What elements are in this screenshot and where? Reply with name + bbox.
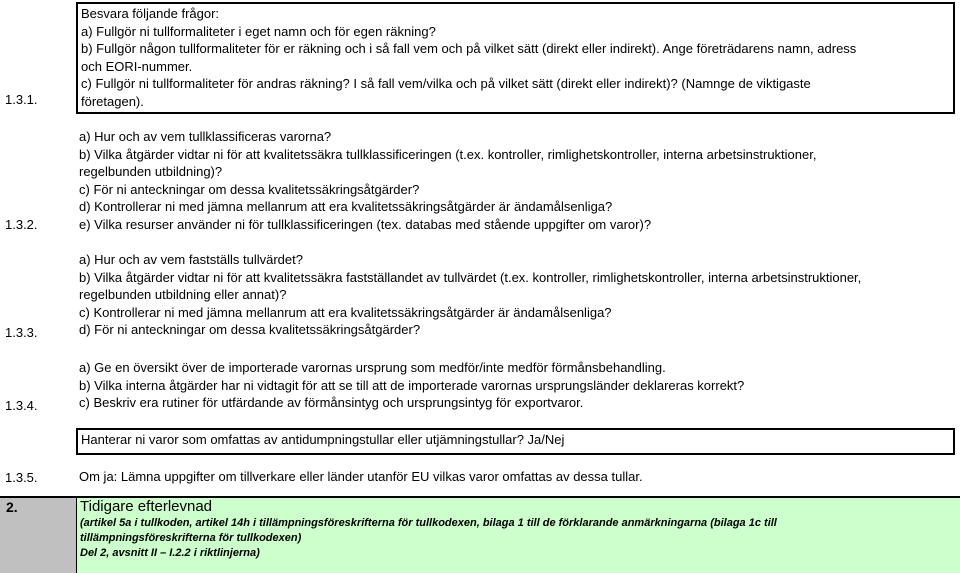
section-1-3-4-line: b) Vilka interna åtgärder har ni vidtagit för att se till att de importerade varornas ursprungsländer deklareras korrekt? xyxy=(79,377,745,393)
section-1-3-2-line: d) Kontrollerar ni med jämna mellanrum att era kvalitetssäkringsåtgärder är ändamålsenliga? xyxy=(79,199,613,215)
section-1-3-1-line: Besvara följande frågor: xyxy=(81,6,220,21)
section-2-title: Tidigare efterlevnad xyxy=(80,498,213,515)
section-1-3-3-line: regelbunden utbildning eller annat)? xyxy=(79,287,287,303)
section-1-3-5-line: Om ja: Lämna uppgifter om tillverkare eller länder utanför EU vilkas varor omfattas av dessa tullar. xyxy=(79,469,643,484)
section-1-3-2-questions xyxy=(79,128,816,234)
section-2-reference-line: tillämpningsföreskrifterna för tullkodexen) xyxy=(80,532,302,544)
section-1-3-1-line: företagen). xyxy=(81,93,144,109)
section-1-3-3-line: b) Vilka åtgärder vidtar ni för att kvalitetssäkra fastställandet av tullvärdet (t.ex. kontroller, rimlighetskontroller, interna arbetsinstruktioner, xyxy=(79,269,862,285)
section-1-3-2-line: b) Vilka åtgärder vidtar ni för att kvalitetssäkra tullklassificeringen (t.ex. kontroller, rimlighetskontroller, interna arbetsinstruktioner, xyxy=(79,146,817,162)
section-1-3-1-questions-box xyxy=(76,2,955,114)
section-1-3-2-line: e) Vilka resurser använder ni för tullklassificeringen (tex. databas med stående uppgifter om varor)? xyxy=(79,216,652,232)
section-2-reference-line: (artikel 5a i tullkoden, artikel 14h i tillämpningsföreskrifterna för tullkodexen, bilaga 1 till de förklarande anmärkningarna (bilaga 1c till xyxy=(80,517,777,529)
section-1-3-5-followup xyxy=(79,468,643,486)
section-1-3-3-line: a) Hur och av vem fastställs tullvärdet? xyxy=(79,252,303,267)
section-1-3-2-line: regelbunden utbildning)? xyxy=(79,164,223,180)
section-number-1-3-1: 1.3.1. xyxy=(5,92,38,107)
section-number-1-3-2: 1.3.2. xyxy=(5,217,38,232)
section-1-3-1-line: a) Fullgör ni tullformaliteter i eget namn och för egen räkning? xyxy=(81,23,436,39)
section-number-1-3-5: 1.3.5. xyxy=(5,470,38,485)
section-1-3-3-line: c) Kontrollerar ni med jämna mellanrum att era kvalitetssäkringsåtgärder är ändamålsenliga? xyxy=(79,304,612,320)
section-1-3-3-line: d) För ni anteckningar om dessa kvalitetssäkringsåtgärder? xyxy=(79,322,421,338)
section-1-3-4-questions xyxy=(79,359,744,412)
section-1-3-1-line: och EORI-nummer. xyxy=(81,58,193,74)
section-2-body xyxy=(77,498,960,573)
section-number-1-3-3: 1.3.3. xyxy=(5,325,38,340)
section-1-3-2-line: a) Hur och av vem tullklassificeras varorna? xyxy=(79,129,332,144)
section-1-3-4-line: a) Ge en översikt över de importerade varornas ursprung som medför/inte medför förmånsbehandling. xyxy=(79,360,666,375)
section-1-3-5-boxed-line: Hanterar ni varor som omfattas av antidumpningstullar eller utjämningstullar? Ja/Nej xyxy=(81,432,565,447)
section-1-3-2-line: c) För ni anteckningar om dessa kvalitetssäkringsåtgärder? xyxy=(79,181,420,197)
section-1-3-1-line: c) Fullgör ni tullformaliteter för andras räkning? I så fall vem/vilka och på vilket sätt (direkt eller indirekt)? (Namnge de viktigaste xyxy=(81,76,811,92)
section-1-3-4-line: c) Beskriv era rutiner för utfärdande av förmånsintyg och ursprungsintyg för exportvaror. xyxy=(79,395,584,411)
section-1-3-5-question-box xyxy=(76,428,955,455)
section-1-3-1-line: b) Fullgör någon tullformaliteter för er räkning och i så fall vem och på vilket sätt (direkt eller indirekt). Ange företrädarens namn, adress xyxy=(81,41,857,57)
section-number-1-3-4: 1.3.4. xyxy=(5,398,38,413)
section-2-header xyxy=(0,496,960,573)
section-2-reference-line: Del 2, avsnitt II – I.2.2 i riktlinjerna) xyxy=(80,547,260,559)
section-1-3-3-questions xyxy=(79,251,861,339)
section-number-2: 2. xyxy=(0,498,77,573)
